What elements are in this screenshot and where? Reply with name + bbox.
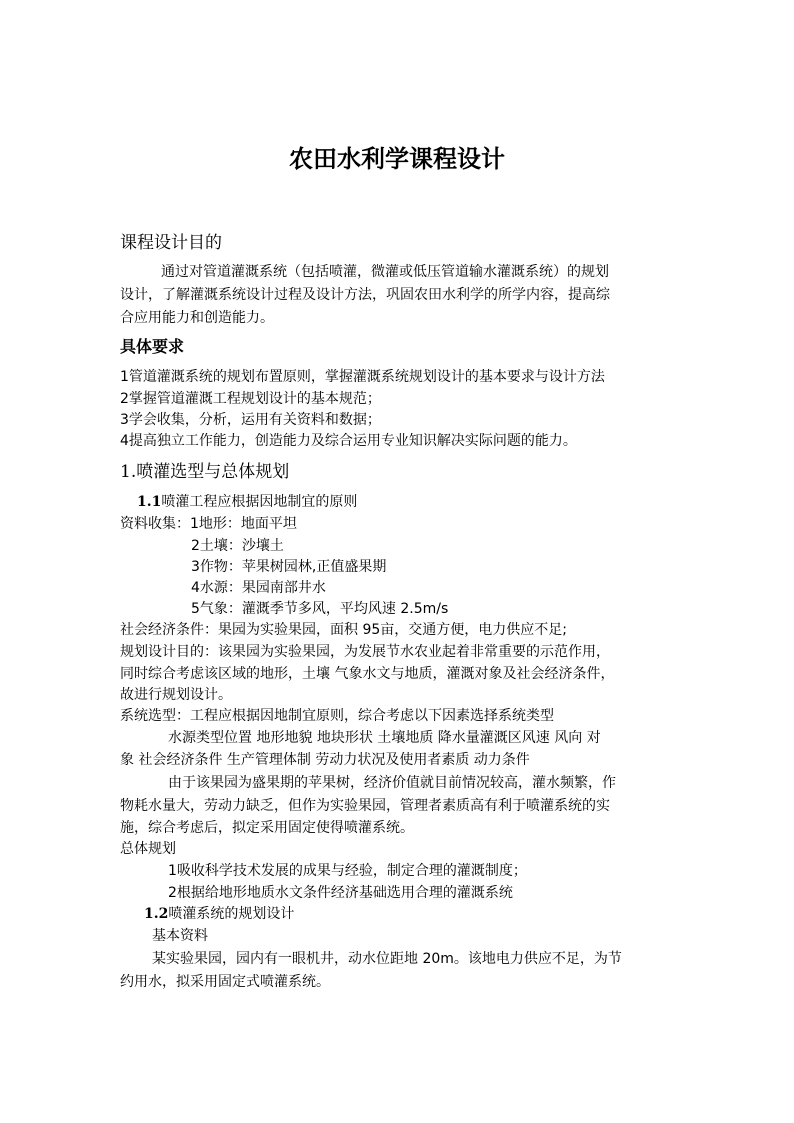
purpose-heading: 课程设计目的 (120, 233, 222, 253)
basic-data-line-2: 约用水，拟采用固定式喷灌系统。 (120, 974, 330, 990)
plan-purpose-line-1: 规划设计目的：该果园为实验果园，为发展节水农业起着非常重要的示范作用， (120, 644, 610, 660)
requirement-item-4: 4提高独立工作能力，创造能力及综合运用专业知识解决实际问题的能力。 (120, 433, 577, 449)
document-title: 农田水利学课程设计 (289, 144, 505, 173)
subsection-1-2-number: 1.2 (144, 906, 169, 922)
selection-line-4: 由于该果园为盛果期的苹果树，经济价值就目前情况较高，灌水频繁，作 (168, 775, 616, 791)
subsection-1-2-heading (144, 904, 294, 924)
purpose-line-3: 合应用能力和创造能力。 (120, 310, 274, 326)
section1-number: 1. (120, 462, 137, 482)
plan-purpose-line-2: 同时综合考虑该区域的地形，土壤 气象水文与地质，灌溉对象及社会经济条件， (120, 666, 615, 682)
data-collect-line-2: 2土壤：沙壤土 (191, 538, 284, 554)
overall-plan-item-1: 1吸收科学技术发展的成果与经验，制定合理的灌溉制度； (168, 863, 527, 879)
plan-purpose-line-3: 故进行规划设计。 (120, 687, 232, 703)
requirement-item-2: 2掌握管道灌溉工程规划设计的基本规范； (120, 391, 381, 407)
requirement-item-1: 1管道灌溉系统的规划布置原则，掌握灌溉系统规划设计的基本要求与设计方法 (120, 369, 605, 385)
basic-data-line-1: 某实验果园，园内有一眼机井，动水位距地 20m。该地电力供应不足，为节 (152, 951, 622, 967)
selection-line-3: 象 社会经济条件 生产管理体制 劳动力状况及使用者素质 动力条件 (120, 752, 530, 768)
selection-line-2: 水源类型位置 地形地貌 地块形状 土壤地质 降水量灌溉区风速 风向 对 (168, 730, 601, 746)
subsection-1-1-title: 喷灌工程应根据因地制宜的原则 (161, 494, 358, 510)
selection-line-5: 物耗水量大，劳动力缺乏，但作为实验果园，管理者素质高有利于喷灌系统的实 (120, 798, 610, 814)
selection-line-1: 系统选型：工程应根据因地制宜原则，综合考虑以下因素选择系统类型 (120, 708, 554, 724)
socio-economic-line: 社会经济条件：果园为实验果园，面积 95亩，交通方便，电力供应不足; (120, 622, 567, 638)
overall-plan-item-2: 2根据给地形地质水文条件经济基础选用合理的灌溉系统 (168, 885, 513, 901)
selection-line-6: 施，综合考虑后，拟定采用固定使得喷灌系统。 (120, 820, 414, 836)
data-collect-line-3: 3作物：苹果树园林,正值盛果期 (191, 559, 387, 575)
purpose-line-2: 设计，了解灌溉系统设计过程及设计方法，巩固农田水利学的所学内容，提高综 (120, 287, 610, 303)
data-collect-line-1: 资料收集：1地形：地面平坦 (120, 516, 297, 532)
basic-data-heading: 基本资料 (152, 928, 208, 944)
subsection-1-1-number: 1.1 (137, 494, 162, 510)
overall-plan-heading: 总体规划 (120, 841, 176, 857)
data-collect-line-5: 5气象：灌溉季节多风，平均风速 2.5m/s (191, 601, 449, 617)
purpose-line-1: 通过对管道灌溉系统（包括喷灌，微灌或低压管道输水灌溉系统）的规划 (161, 264, 609, 280)
requirements-heading: 具体要求 (120, 337, 185, 356)
data-collect-line-4: 4水源：果园南部井水 (191, 580, 326, 596)
subsection-1-2-title: 喷灌系统的规划设计 (168, 906, 295, 922)
section1-heading (120, 461, 289, 483)
requirement-item-3: 3学会收集，分析，运用有关资料和数据； (120, 412, 381, 428)
subsection-1-1-heading (137, 492, 357, 512)
section1-title: 喷灌选型与总体规划 (136, 462, 290, 482)
